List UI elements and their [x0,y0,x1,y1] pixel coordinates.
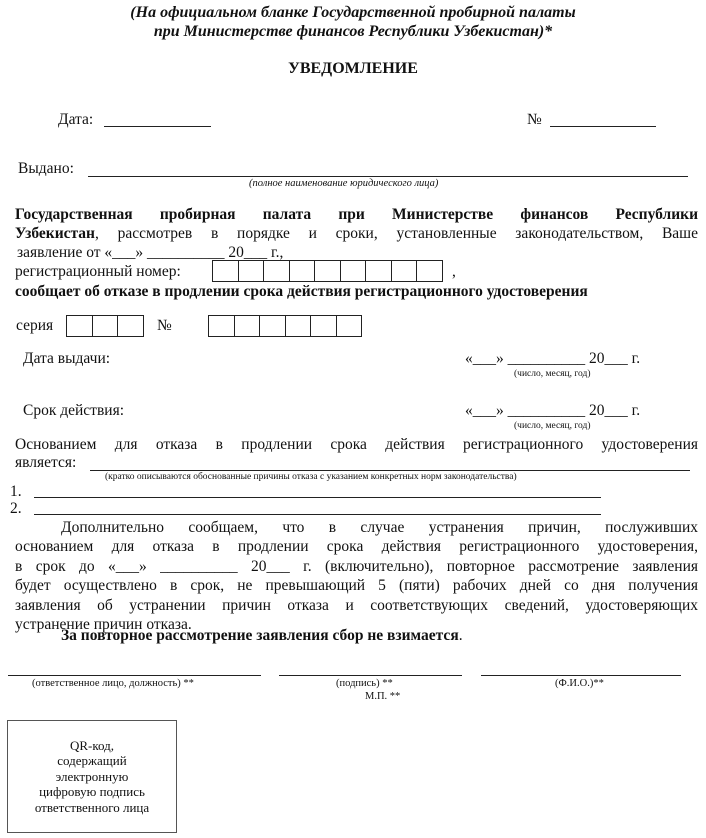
cert-number-label: № [157,317,172,334]
letterhead-note-line2: при Министерстве финансов Республики Узбекистан)* [153,23,553,40]
fee-note [61,627,463,645]
issued-label: Выдано: [18,160,74,177]
date-label: Дата: [58,111,94,128]
qr-code-placeholder [7,720,177,833]
reg-number-box[interactable] [340,260,367,282]
reg-number-box[interactable] [289,260,316,282]
reg-number-boxes[interactable] [212,260,443,282]
date-field[interactable] [104,126,211,127]
cert-number-box[interactable] [259,315,286,337]
org-country: Узбекистан [15,225,95,243]
additional-paragraph [15,518,698,634]
name-signature-line[interactable] [481,675,681,676]
cert-number-box[interactable] [310,315,337,337]
issue-date-field[interactable]: «___» __________ 20___ г. [465,350,641,367]
additional-line-5: заявления об устранении причин отказа и соответствующих сведений, удостоверяющих [15,596,698,614]
reason-item-1-field[interactable] [34,497,601,498]
reasons-intro-line2: является: [15,454,77,471]
additional-line-6: устранение причин отказа. [15,616,192,634]
validity-label: Срок действия: [23,402,125,419]
additional-line-3: в срок до «___» __________ 20___ г. (включительно), повторное рассмотрение заявления [15,557,698,575]
org-line2-rest: , рассмотрев в порядке и сроки, установленные законодательством, Ваше [94,225,698,243]
issued-field[interactable] [88,176,688,177]
issued-hint: (полное наименование юридического лица) [249,178,439,189]
position-hint: (ответственное лицо, должность) ** [32,678,194,689]
qr-line-1: QR-код, [69,737,115,753]
stamp-label: М.П. ** [365,691,401,702]
cert-number-box[interactable] [336,315,363,337]
series-label: серия [16,317,54,334]
number-field[interactable] [550,126,656,127]
additional-line-2: основанием для отказа в продлении срока действия регистрационного удостоверения, [15,538,698,556]
fee-note-end: . [458,627,463,644]
org-line1: Государственная пробирная палата при Министерстве финансов Республики [15,206,698,223]
org-line2 [15,224,698,243]
decision-paragraph [15,205,698,244]
signature-line[interactable] [279,675,462,676]
additional-line-4: будет осуществлено в срок, не превышающий 5 (пяти) рабочих дней со дня получения [15,577,698,595]
qr-line-5: ответственного лица [34,799,150,815]
qr-line-2: содержащий [57,753,127,769]
qr-line-4: цифровую подпись [39,784,145,800]
reasons-intro-line1: Основанием для отказа в продлении срока действия регистрационного удостоверения [15,436,698,453]
reg-number-box[interactable] [391,260,418,282]
cert-number-box[interactable] [285,315,312,337]
reg-number-box[interactable] [263,260,290,282]
reasons-hint: (кратко описываются обоснованные причины отказа с указанием конкретных норм законодательства) [105,472,517,482]
reason-item-2-num: 2. [10,500,22,517]
series-boxes[interactable] [66,315,144,337]
fee-note-text: За повторное рассмотрение заявления сбор не взимается [61,627,459,644]
additional-line-1: Дополнительно сообщаем, что в случае устранения причин, послуживших [61,519,698,536]
reg-number-box[interactable] [238,260,265,282]
name-hint: (Ф.И.О.)** [555,678,604,689]
signature-hint: (подпись) ** [336,678,393,689]
cert-number-boxes[interactable] [208,315,362,337]
document-title: УВЕДОМЛЕНИЕ [288,60,418,77]
reg-number-box[interactable] [212,260,239,282]
reasons-intro [15,435,698,454]
reasons-field[interactable] [90,470,690,471]
series-box[interactable] [117,315,144,337]
series-box[interactable] [66,315,93,337]
reg-number-suffix: , [452,263,456,280]
reg-number-label: регистрационный номер: [15,263,181,280]
letterhead-note-line1: (На официальном бланке Государственной пробирной палаты [130,4,576,21]
reg-number-box[interactable] [314,260,341,282]
cert-number-box[interactable] [234,315,261,337]
refusal-statement: сообщает об отказе в продлении срока действия регистрационного удостоверения [15,283,588,300]
qr-line-3: электронную [55,768,129,784]
reg-number-box[interactable] [416,260,443,282]
application-line: заявление от «___» __________ 20___ г., [17,244,284,261]
reason-item-2-field[interactable] [34,514,601,515]
validity-hint: (число, месяц, год) [514,421,591,431]
cert-number-box[interactable] [208,315,235,337]
reg-number-box[interactable] [365,260,392,282]
number-label: № [527,111,542,128]
reason-item-1-num: 1. [10,483,22,500]
series-box[interactable] [92,315,119,337]
position-signature-line[interactable] [8,675,261,676]
issue-date-hint: (число, месяц, год) [514,369,591,379]
validity-field[interactable]: «___» __________ 20___ г. [465,402,641,419]
issue-date-label: Дата выдачи: [23,350,111,367]
